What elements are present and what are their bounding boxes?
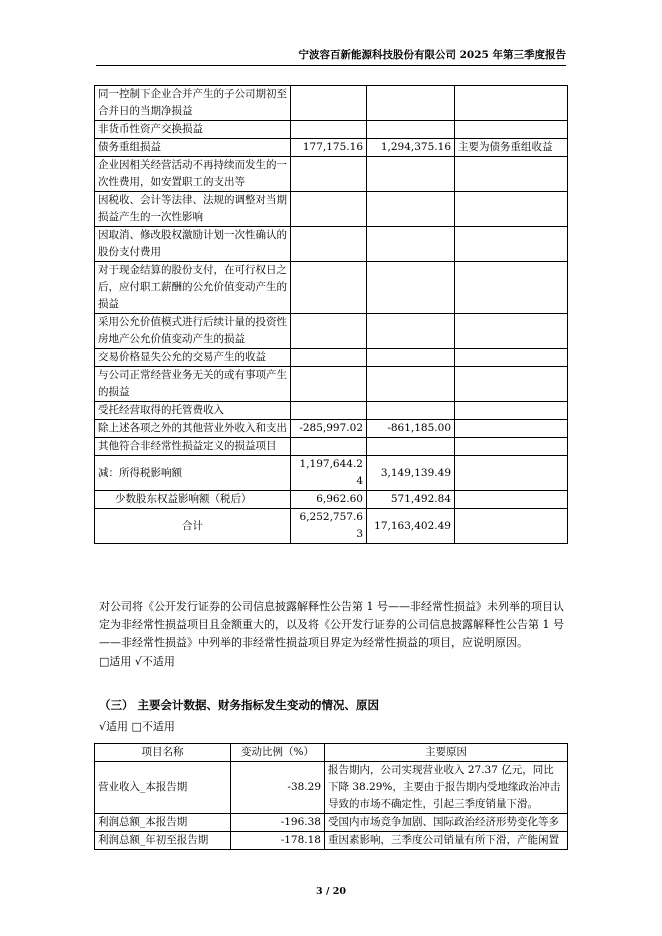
current-period-value: 6,252,757.63 [291, 509, 367, 544]
table-row [95, 349, 568, 367]
note: 主要为债务重组收益 [455, 139, 568, 157]
row-label: 与公司正常经营业务无关的或有事项产生的损益 [95, 367, 291, 402]
main-reason: 受国内市场竞争加剧、国际政治经济形势变化等多 [325, 814, 568, 832]
item-name: 利润总额_年初至报告期 [95, 832, 231, 850]
note [455, 121, 568, 139]
page-header: 宁波容百新能源科技股份有限公司 2025 年第三季度报告 [96, 47, 566, 66]
ytd-value [367, 402, 455, 420]
row-label: 对于现金结算的股份支付，在可行权日之后，应付职工薪酬的公允价值变动产生的损益 [95, 262, 291, 314]
note [455, 456, 568, 491]
header-ratio: 变动比例（%） [231, 744, 325, 762]
row-label: 交易价格显失公允的交易产生的收益 [95, 349, 291, 367]
header-reason: 主要原因 [325, 744, 568, 762]
ytd-value [367, 227, 455, 262]
note [455, 491, 568, 509]
current-period-value [291, 121, 367, 139]
ytd-value [367, 86, 455, 121]
table-row [95, 762, 568, 814]
item-name: 利润总额_本报告期 [95, 814, 231, 832]
current-period-value [291, 402, 367, 420]
current-period-value [291, 314, 367, 349]
note [455, 86, 568, 121]
note [455, 157, 568, 192]
ytd-value: 1,294,375.16 [367, 139, 455, 157]
table-header-row [95, 744, 568, 762]
note [455, 438, 568, 456]
row-label: 采用公允价值模式进行后续计量的投资性房地产公允价值变动产生的损益 [95, 314, 291, 349]
ytd-value: 571,492.84 [367, 491, 455, 509]
ytd-value [367, 314, 455, 349]
ytd-value [367, 349, 455, 367]
table-row [95, 814, 568, 832]
table-row [95, 157, 568, 192]
table-row [95, 227, 568, 262]
change-ratio: -178.18 [231, 832, 325, 850]
current-period-value [291, 349, 367, 367]
ytd-value [367, 262, 455, 314]
ytd-value [367, 121, 455, 139]
row-label: 除上述各项之外的其他营业外收入和支出 [95, 420, 291, 438]
row-label: 同一控制下企业合并产生的子公司期初至合并日的当期净损益 [95, 86, 291, 121]
changes-table [94, 743, 568, 850]
table-row [95, 832, 568, 850]
table-row [95, 314, 568, 349]
note [455, 420, 568, 438]
row-label: 合计 [95, 509, 291, 544]
table-row [95, 438, 568, 456]
row-label: 因税收、会计等法律、法规的调整对当期损益产生的一次性影响 [95, 192, 291, 227]
current-period-value: -285,997.02 [291, 420, 367, 438]
table-row [95, 420, 568, 438]
row-label: 因取消、修改股权激励计划一次性确认的股份支付费用 [95, 227, 291, 262]
applicability-checkbox-2: √适用 □不适用 [99, 720, 175, 733]
note [455, 509, 568, 544]
note [455, 349, 568, 367]
main-reason: 报告期内，公司实现营业收入 27.37 亿元，同比下降 38.29%，主要由于报告期内受地缘政治冲击导致的市场不确定性，引起三季度销量下滑。 [325, 762, 568, 814]
item-name: 营业收入_本报告期 [95, 762, 231, 814]
page-number: 3 / 20 [316, 886, 346, 897]
row-label: 其他符合非经常性损益定义的损益项目 [95, 438, 291, 456]
table-row [95, 139, 568, 157]
table-row [95, 402, 568, 420]
current-period-value: 6,962.60 [291, 491, 367, 509]
note [455, 402, 568, 420]
non-recurring-items-table [94, 85, 568, 544]
ytd-value [367, 438, 455, 456]
ytd-value: -861,185.00 [367, 420, 455, 438]
current-period-value [291, 192, 367, 227]
main-reason: 重因素影响，三季度公司销量有所下滑，产能闲置 [325, 832, 568, 850]
row-label: 少数股东权益影响额（税后） [95, 491, 291, 509]
section-3-title: （三） 主要会计数据、财务指标发生变动的情况、原因 [99, 698, 380, 712]
explanation-paragraph: 对公司将《公开发行证券的公司信息披露解释性公告第 1 号——非经常性损益》未列举的项目认定为非经常性损益项目且金额重大的，以及将《公开发行证券的公司信息披露解释性公告第 1 号——非经常性损益》中列举的非经常性损益项目界定为经常性损益的项目，应说明原因。 [99, 600, 564, 649]
note [455, 314, 568, 349]
applicability-checkbox-1: □适用 √不适用 [99, 655, 175, 668]
row-label: 受托经营取得的托管费收入 [95, 402, 291, 420]
ytd-value [367, 157, 455, 192]
table-row [95, 491, 568, 509]
table-row [95, 367, 568, 402]
header-item: 项目名称 [95, 744, 231, 762]
note [455, 367, 568, 402]
ytd-value: 3,149,139.49 [367, 456, 455, 491]
table-row [95, 509, 568, 544]
table-row [95, 121, 568, 139]
change-ratio: -38.29 [231, 762, 325, 814]
current-period-value [291, 367, 367, 402]
current-period-value: 177,175.16 [291, 139, 367, 157]
current-period-value [291, 86, 367, 121]
note [455, 262, 568, 314]
note [455, 192, 568, 227]
current-period-value [291, 262, 367, 314]
current-period-value [291, 157, 367, 192]
row-label: 企业因相关经营活动不再持续而发生的一次性费用，如安置职工的支出等 [95, 157, 291, 192]
table-row [95, 456, 568, 491]
note [455, 227, 568, 262]
change-ratio: -196.38 [231, 814, 325, 832]
current-period-value: 1,197,644.24 [291, 456, 367, 491]
current-period-value [291, 227, 367, 262]
table-row [95, 262, 568, 314]
row-label: 债务重组损益 [95, 139, 291, 157]
row-label: 减：所得税影响额 [95, 456, 291, 491]
table-row [95, 86, 568, 121]
table-row [95, 192, 568, 227]
ytd-value: 17,163,402.49 [367, 509, 455, 544]
current-period-value [291, 438, 367, 456]
row-label: 非货币性资产交换损益 [95, 121, 291, 139]
ytd-value [367, 192, 455, 227]
ytd-value [367, 367, 455, 402]
